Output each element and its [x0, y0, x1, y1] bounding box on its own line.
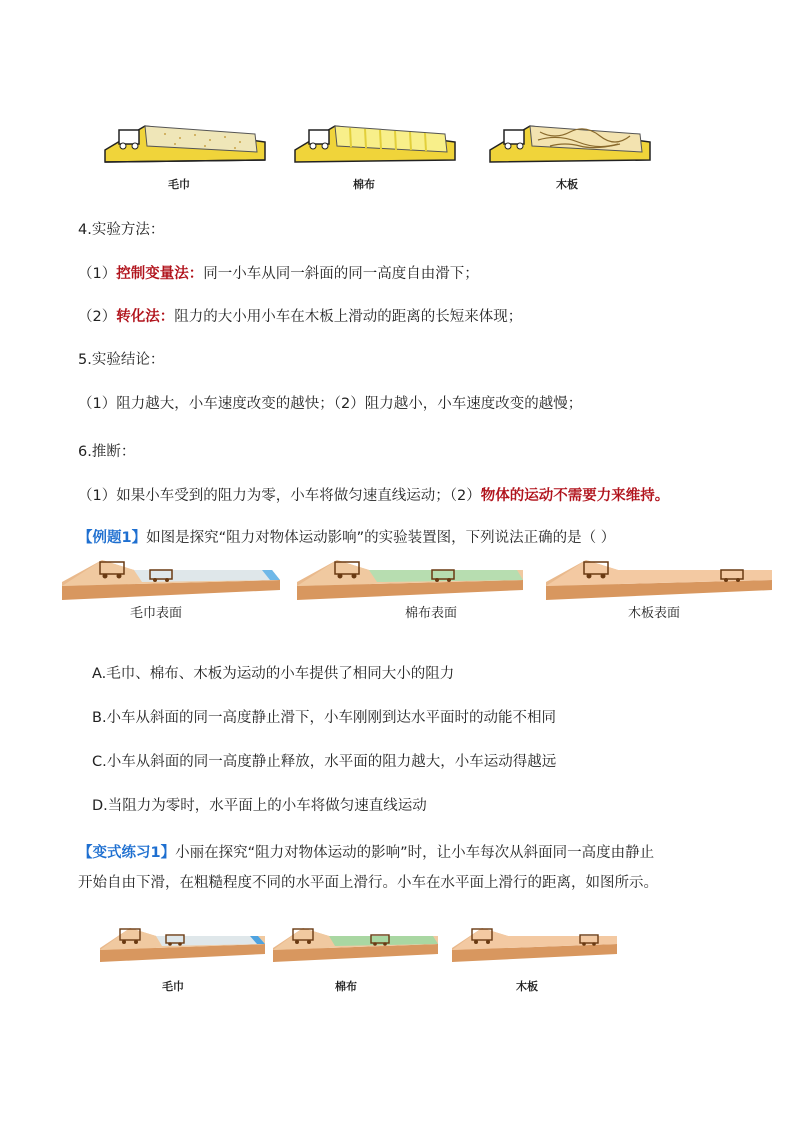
caption-cotton-practice: 棉布	[335, 980, 357, 993]
ramp-wood-practice	[452, 924, 617, 964]
section5-heading: 5.实验结论：	[78, 352, 165, 368]
method-item-2	[78, 307, 522, 327]
method-item-1	[78, 264, 479, 284]
option-d[interactable]: D.当阻力为零时，水平面上的小车将做匀速直线运动	[92, 798, 427, 814]
method-item-1-text: 同一小车从同一斜面的同一高度自由滑下；	[203, 266, 479, 282]
caption-towel: 毛巾	[168, 178, 190, 191]
method-item-2-text: 阻力的大小用小车在木板上滑动的距离的长短来体现；	[174, 309, 523, 325]
example1-question-text: 如图是探究“阻力对物体运动影响”的实验装置图，下列说法正确的是（ ）	[146, 530, 616, 546]
caption-cotton-surface: 棉布表面	[405, 606, 458, 621]
ramp-cotton-surface	[297, 556, 523, 602]
option-c[interactable]: C.小车从斜面的同一高度静止释放，水平面的阻力越大，小车运动得越远	[92, 754, 557, 770]
method-item-2-emphasis: 转化法：	[116, 309, 175, 325]
example1-question	[78, 528, 615, 548]
caption-wood-practice: 木板	[516, 980, 538, 993]
conclusion-line: （1）阻力越大，小车速度改变的越快；（2）阻力越小，小车速度改变的越慢；	[78, 396, 583, 412]
ramp-towel-illustration	[105, 120, 265, 172]
practice1-line2: 开始自由下滑，在粗糙程度不同的水平面上滑行。小车在水平面上滑行的距离，如图所示。	[78, 875, 658, 891]
caption-cotton: 棉布	[353, 178, 375, 191]
section4-heading: 4.实验方法：	[78, 222, 165, 238]
option-a[interactable]: A.毛巾、棉布、木板为运动的小车提供了相同大小的阻力	[92, 666, 455, 682]
section6-heading: 6.推断：	[78, 444, 136, 460]
ramp-towel-practice	[100, 924, 265, 964]
practice1-text-1: 小丽在探究“阻力对物体运动的影响”时，让小车每次从斜面同一高度由静止	[175, 845, 655, 861]
practice1-label: 【变式练习1】	[78, 845, 176, 861]
ramp-cotton-illustration	[295, 120, 455, 172]
ramp-towel-surface	[62, 556, 280, 602]
ramp-wood-surface	[546, 556, 772, 602]
inference-line	[78, 486, 669, 506]
practice1-line1	[78, 843, 654, 863]
caption-towel-practice: 毛巾	[162, 980, 184, 993]
option-b[interactable]: B.小车从斜面的同一高度静止滑下，小车刚刚到达水平面时的动能不相同	[92, 710, 557, 726]
method-item-1-prefix: （1）	[78, 266, 117, 282]
example1-label: 【例题1】	[78, 530, 147, 546]
method-item-2-prefix: （2）	[78, 309, 117, 325]
inference-text: （1）如果小车受到的阻力为零，小车将做匀速直线运动；（2）	[78, 488, 481, 504]
caption-towel-surface: 毛巾表面	[130, 606, 183, 621]
caption-wood: 木板	[556, 178, 578, 191]
ramp-wood-illustration	[490, 120, 650, 172]
caption-wood-surface: 木板表面	[628, 606, 681, 621]
method-item-1-emphasis: 控制变量法：	[116, 266, 204, 282]
inference-emphasis: 物体的运动不需要力来维持。	[480, 488, 670, 504]
ramp-cotton-practice	[273, 924, 438, 964]
